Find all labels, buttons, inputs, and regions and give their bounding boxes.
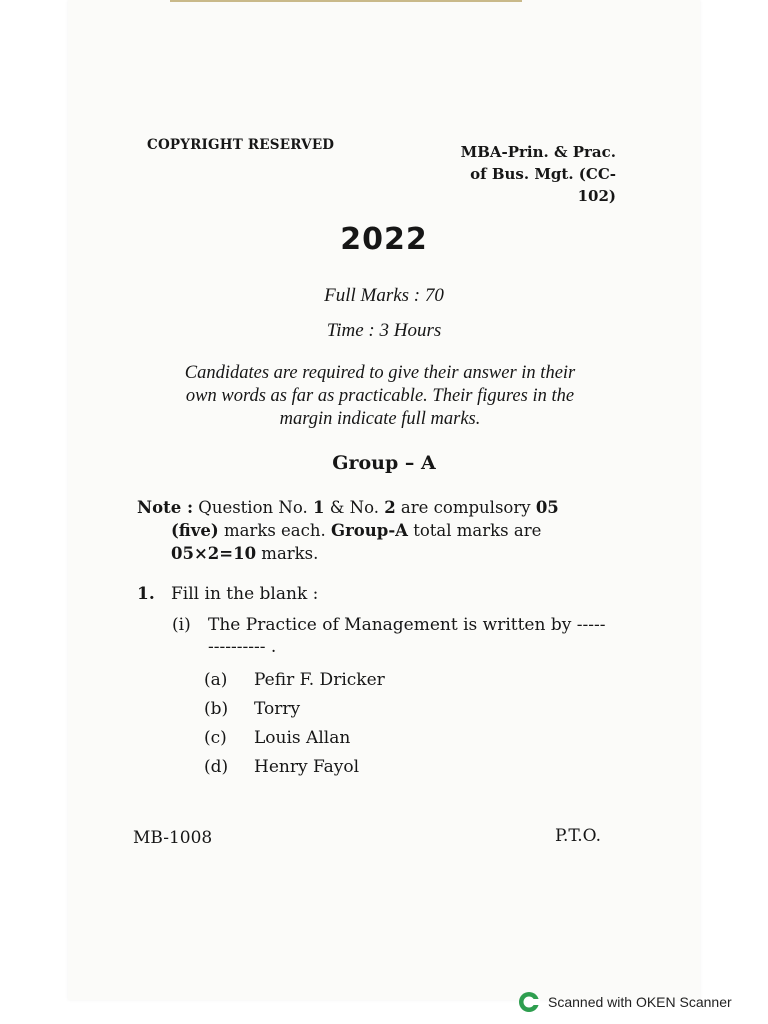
- note-bold-2: 2: [384, 498, 396, 517]
- option-letter: (a): [204, 669, 228, 690]
- note-bold-6: 05×2=10: [171, 544, 257, 563]
- option-d: [204, 752, 385, 781]
- note-line-2: [171, 519, 617, 542]
- full-marks: Full Marks : 70: [324, 285, 444, 306]
- instructions-line-2: own words as far as practicable. Their figures in the: [185, 386, 575, 406]
- scanner-watermark: [518, 991, 732, 1013]
- copyright-notice: COPYRIGHT RESERVED: [147, 137, 335, 153]
- note-bold-4: (five): [171, 521, 219, 540]
- exam-year: 2022: [340, 222, 428, 257]
- answer-options: [204, 665, 385, 781]
- note-bold-1: 1: [312, 498, 325, 517]
- instructions-line-3: margin indicate full marks.: [279, 409, 481, 429]
- note-label: Note :: [137, 498, 194, 517]
- note-text-3: are compulsory: [395, 498, 536, 517]
- paper-code: MB-1008: [133, 828, 213, 848]
- option-c: [204, 723, 385, 752]
- option-letter: (c): [204, 727, 227, 748]
- question-1: [137, 584, 318, 604]
- option-letter: (b): [204, 698, 229, 719]
- please-turn-over: P.T.O.: [555, 826, 601, 846]
- note-text-2: & No.: [324, 498, 385, 517]
- note-line-3: [171, 542, 617, 565]
- paper-top-edge: [170, 0, 522, 2]
- scanner-text: Scanned with OKEN Scanner: [548, 994, 732, 1010]
- course-line-3: 102): [577, 187, 616, 205]
- note-bold-3: 05: [535, 498, 559, 517]
- option-text: Henry Fayol: [254, 756, 360, 777]
- note-text-6: marks.: [256, 544, 319, 563]
- course-code: [420, 141, 616, 207]
- group-note: [137, 496, 617, 565]
- note-text-4: marks each.: [218, 521, 331, 540]
- option-text: Louis Allan: [254, 727, 351, 748]
- group-title: Group – A: [332, 452, 436, 474]
- course-line-1: MBA-Prin. & Prac.: [460, 143, 616, 161]
- question-number: 1.: [137, 584, 155, 604]
- option-a: [204, 665, 385, 694]
- exam-instructions: [140, 362, 620, 431]
- sub-question-i: [172, 614, 612, 658]
- exam-time: Time : 3 Hours: [326, 320, 442, 341]
- sub-question-text: The Practice of Management is written by --------------- .: [208, 615, 606, 657]
- option-b: [204, 694, 385, 723]
- option-text: Torry: [254, 698, 301, 719]
- option-text: Pefir F. Dricker: [254, 669, 385, 690]
- sub-question-number: (i): [172, 615, 191, 635]
- option-letter: (d): [204, 756, 229, 777]
- scanner-logo-icon: [518, 991, 540, 1013]
- course-line-2: of Bus. Mgt. (CC-: [470, 165, 616, 183]
- note-text-1: Question No.: [193, 498, 313, 517]
- question-text: Fill in the blank :: [171, 584, 319, 604]
- note-bold-5: Group-A: [331, 521, 408, 540]
- instructions-line-1: Candidates are required to give their answer in their: [184, 363, 576, 383]
- note-text-5: total marks are: [407, 521, 542, 540]
